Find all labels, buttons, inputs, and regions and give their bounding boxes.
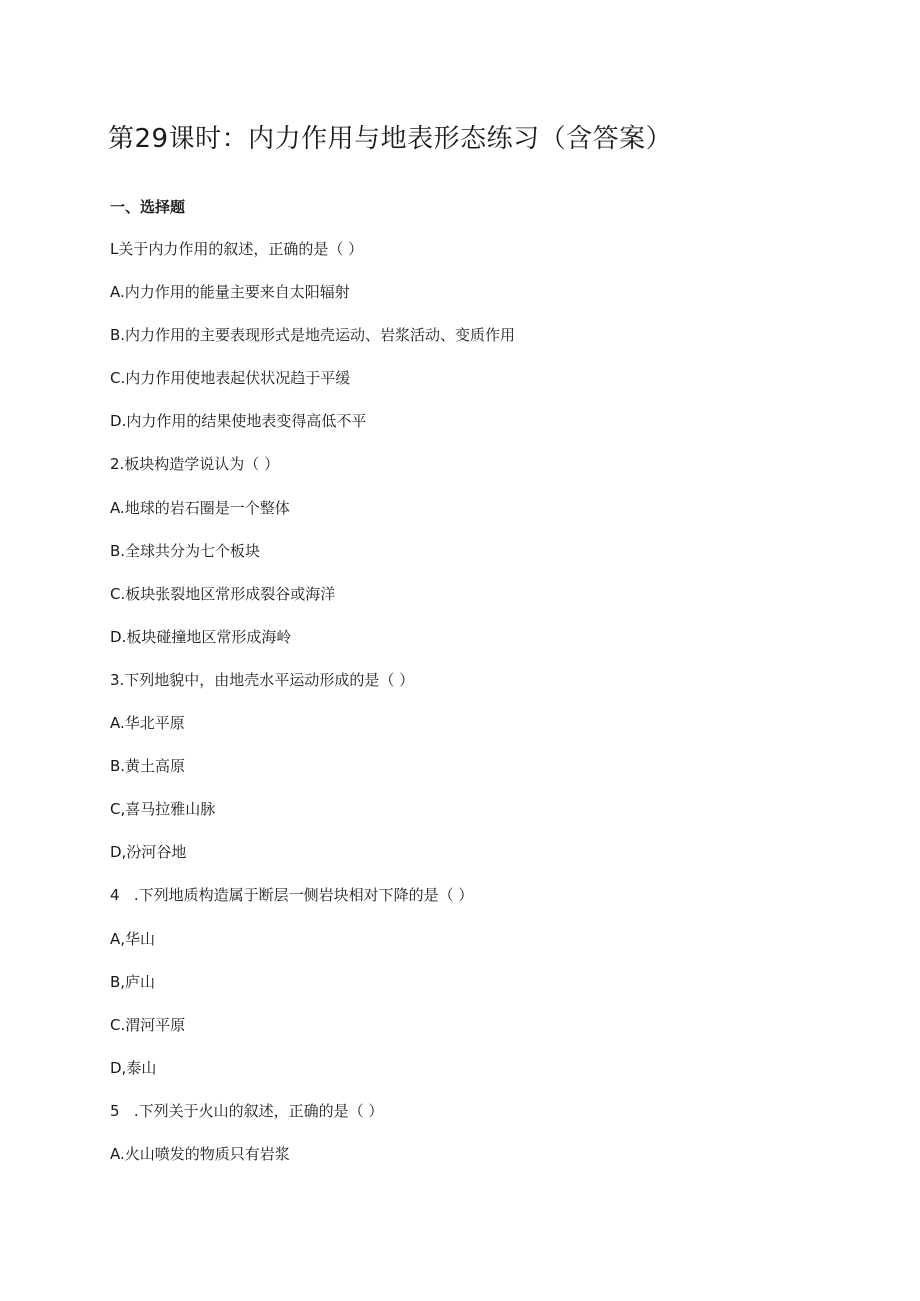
option-line: B,庐山 [110,972,156,991]
option-line: B.黄土高原 [110,757,186,776]
section-heading: 一、选择题 [110,198,186,216]
option-line: D,泰山 [110,1058,157,1077]
option-line: B.全球共分为七个板块 [110,541,261,560]
option-line: A.华北平原 [110,714,185,733]
option-line: C.渭河平原 [110,1015,186,1034]
document-title: 第29课时：内力作用与地表形态练习（含答案） [108,124,673,154]
question-line: 3.下列地貌中，由地壳水平运动形成的是（ ） [110,670,415,689]
option-line: D.板块碰撞地区常形成海岭 [110,627,292,646]
question-line: 2.板块构造学说认为（ ） [110,455,280,474]
option-line: A.内力作用的能量主要来自太阳辐射 [110,283,350,302]
option-line: A,华山 [110,929,156,948]
question-line: 4 .下列地质构造属于断层一侧岩块相对下降的是（ ） [110,886,474,905]
option-line: D.内力作用的结果使地表变得高低不平 [110,412,367,431]
option-line: B.内力作用的主要表现形式是地壳运动、岩浆活动、变质作用 [110,326,516,345]
option-line: A.地球的岩石圈是一个整体 [110,498,290,517]
option-line: C.板块张裂地区常形成裂谷或海洋 [110,584,336,603]
option-line: C.内力作用使地表起伏状况趋于平缓 [110,369,351,388]
question-line: L关于内力作用的叙述，正确的是（ ） [110,240,364,258]
option-line: D,汾河谷地 [110,843,187,862]
question-line: 5 .下列关于火山的叙述，正确的是（ ） [110,1101,384,1120]
question-list [110,238,515,1186]
option-line: A.火山喷发的物质只有岩浆 [110,1144,290,1163]
option-line: C,喜马拉雅山脉 [110,800,216,819]
